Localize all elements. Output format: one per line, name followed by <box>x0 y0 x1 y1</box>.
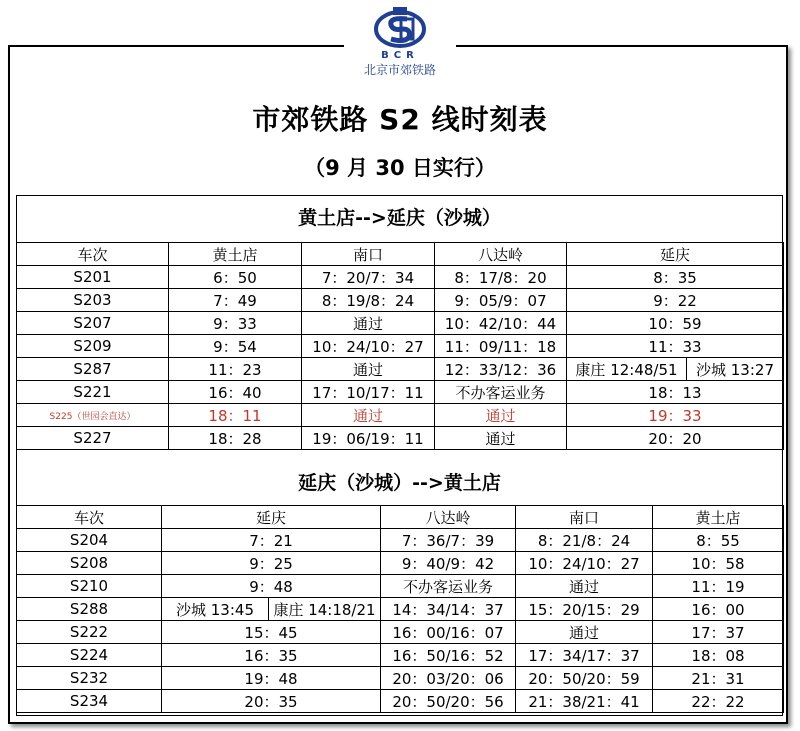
time-cell: 20：50/20：56 <box>381 690 516 713</box>
time-cell: 16：35 <box>162 644 381 667</box>
time-cell: 10：58 <box>653 552 784 575</box>
time-cell: 通过 <box>435 404 567 427</box>
time-cell: 9：25 <box>162 552 381 575</box>
time-cell: 6：50 <box>169 266 302 289</box>
time-cell: 通过 <box>516 621 653 644</box>
time-cell: 11：23 <box>169 358 302 381</box>
table-row <box>17 289 784 312</box>
time-cell: 11：33 <box>567 335 784 358</box>
header-cell: 车次 <box>17 506 162 529</box>
train-number: S288 <box>17 598 162 621</box>
page-subtitle: （9 月 30 日实行） <box>304 156 496 180</box>
time-cell: 15：45 <box>162 621 381 644</box>
time-cell: 19：48 <box>162 667 381 690</box>
header-cell: 车次 <box>17 243 169 266</box>
time-cell: 10：42/10：44 <box>435 312 567 335</box>
table-row <box>17 381 784 404</box>
time-cell: 16：00/16：07 <box>381 621 516 644</box>
logo-name: 北京市郊铁路 <box>363 63 436 77</box>
time-cell: 10：24/10：27 <box>302 335 435 358</box>
time-cell: 20：03/20：06 <box>381 667 516 690</box>
table-row-highlight <box>17 404 784 427</box>
inbound-table <box>16 505 784 713</box>
train-number: S225（世园会直达） <box>17 404 169 427</box>
time-cell: 8：17/8：20 <box>435 266 567 289</box>
table-row <box>17 427 784 450</box>
table-row <box>17 529 784 552</box>
time-cell: 10：24/10：27 <box>516 552 653 575</box>
time-cell: 14：34/14：37 <box>381 598 516 621</box>
time-cell: 15：20/15：29 <box>516 598 653 621</box>
train-number: S203 <box>17 289 169 312</box>
time-cell: 18：11 <box>169 404 302 427</box>
header-cell: 八达岭 <box>381 506 516 529</box>
time-cell: 8：55 <box>653 529 784 552</box>
table-row <box>17 312 784 335</box>
train-number: S232 <box>17 667 162 690</box>
time-cell: 通过 <box>302 312 435 335</box>
table-row <box>17 335 784 358</box>
time-cell: 16：50/16：52 <box>381 644 516 667</box>
time-cell: 10：59 <box>567 312 784 335</box>
logo <box>344 0 456 92</box>
time-cell: 7：21 <box>162 529 381 552</box>
time-cell: 康庄 14:18/21 <box>269 598 381 621</box>
time-cell: 不办客运业务 <box>381 575 516 598</box>
time-cell: 19：33 <box>567 404 784 427</box>
train-number: S204 <box>17 529 162 552</box>
time-cell: 18：13 <box>567 381 784 404</box>
header-cell: 延庆 <box>162 506 381 529</box>
table-row <box>17 358 784 381</box>
header-cell: 南口 <box>516 506 653 529</box>
header-cell: 南口 <box>302 243 435 266</box>
train-number: S227 <box>17 427 169 450</box>
time-cell: 9：05/9：07 <box>435 289 567 312</box>
time-cell: 8：21/8：24 <box>516 529 653 552</box>
page-title: 市郊铁路 S2 线时刻表 <box>252 103 548 136</box>
time-cell: 12：33/12：36 <box>435 358 567 381</box>
time-cell: 19：06/19：11 <box>302 427 435 450</box>
train-number: S208 <box>17 552 162 575</box>
time-cell: 9：22 <box>567 289 784 312</box>
train-number: S210 <box>17 575 162 598</box>
time-cell: 18：08 <box>653 644 784 667</box>
time-cell: 9：48 <box>162 575 381 598</box>
train-number: S224 <box>17 644 162 667</box>
time-cell: 21：38/21：41 <box>516 690 653 713</box>
time-cell: 18：28 <box>169 427 302 450</box>
train-number: S207 <box>17 312 169 335</box>
time-cell: 沙城 13:45 <box>162 598 269 621</box>
time-cell: 20：20 <box>567 427 784 450</box>
time-cell: 康庄 12:48/51 <box>567 358 687 381</box>
time-cell: 8：35 <box>567 266 784 289</box>
time-cell: 20：35 <box>162 690 381 713</box>
time-cell: 通过 <box>435 427 567 450</box>
time-cell: 20：50/20：59 <box>516 667 653 690</box>
train-number: S287 <box>17 358 169 381</box>
table-row <box>17 552 784 575</box>
table-row <box>17 644 784 667</box>
table-row <box>17 690 784 713</box>
section-heading-inbound: 延庆（沙城）-->黄土店 <box>298 472 501 494</box>
time-cell: 通过 <box>302 358 435 381</box>
table-row <box>17 598 784 621</box>
section-heading-outbound: 黄土店-->延庆（沙城） <box>298 207 501 229</box>
table-row <box>17 621 784 644</box>
time-cell: 16：40 <box>169 381 302 404</box>
time-cell: 17：10/17：11 <box>302 381 435 404</box>
time-cell: 通过 <box>302 404 435 427</box>
time-cell: 17：37 <box>653 621 784 644</box>
time-cell: 11：09/11：18 <box>435 335 567 358</box>
table-row <box>17 575 784 598</box>
logo-code: BCR <box>381 50 419 61</box>
table-header-row <box>17 506 784 529</box>
header-cell: 黄土店 <box>169 243 302 266</box>
train-number: S201 <box>17 266 169 289</box>
outbound-table <box>16 242 784 450</box>
time-cell: 21：31 <box>653 667 784 690</box>
header-cell: 八达岭 <box>435 243 567 266</box>
time-cell: 通过 <box>516 575 653 598</box>
time-cell: 8：19/8：24 <box>302 289 435 312</box>
time-cell: 16：00 <box>653 598 784 621</box>
time-cell: 9：40/9：42 <box>381 552 516 575</box>
train-number: S234 <box>17 690 162 713</box>
table-header-row <box>17 243 784 266</box>
train-number: S209 <box>17 335 169 358</box>
time-cell: 22：22 <box>653 690 784 713</box>
table-row <box>17 266 784 289</box>
time-cell: 7：49 <box>169 289 302 312</box>
train-number: S221 <box>17 381 169 404</box>
time-cell: 不办客运业务 <box>435 381 567 404</box>
time-cell: 11：19 <box>653 575 784 598</box>
time-cell: 9：33 <box>169 312 302 335</box>
time-cell: 7：36/7：39 <box>381 529 516 552</box>
time-cell: 9：54 <box>169 335 302 358</box>
train-number: S222 <box>17 621 162 644</box>
time-cell: 沙城 13:27 <box>687 358 784 381</box>
time-cell: 17：34/17：37 <box>516 644 653 667</box>
table-row <box>17 667 784 690</box>
bcr-logo-icon <box>373 7 427 49</box>
time-cell: 7：20/7：34 <box>302 266 435 289</box>
header-cell: 延庆 <box>567 243 784 266</box>
header-cell: 黄土店 <box>653 506 784 529</box>
